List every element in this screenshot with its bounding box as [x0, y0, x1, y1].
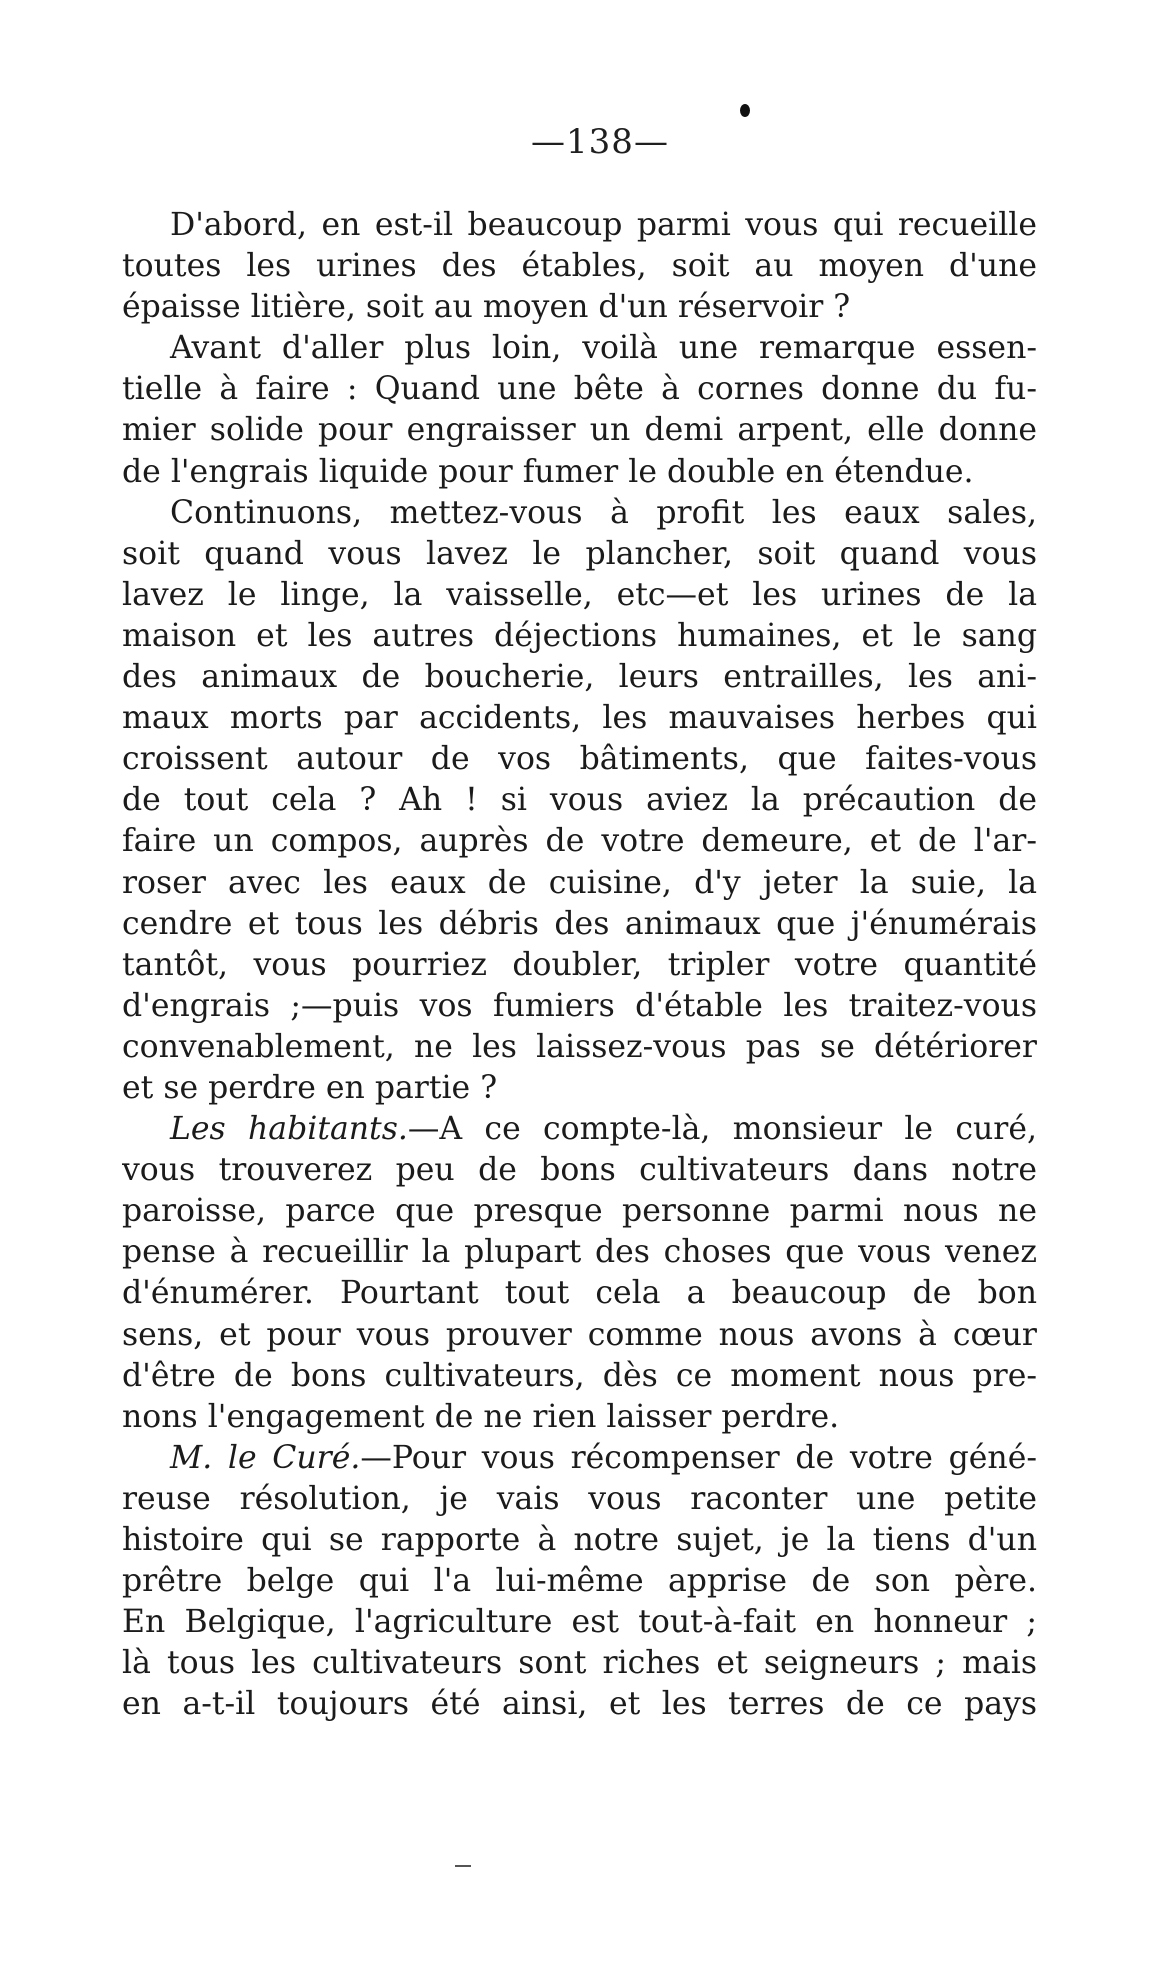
text-line: mier solide pour engraisser un demi arpent, elle donne	[122, 412, 1037, 449]
dialogue-line	[122, 1109, 1037, 1150]
text-line: et se perdre en partie ?	[122, 1069, 498, 1106]
text-line: maison et les autres déjections humaines, et le sang	[122, 617, 1037, 654]
text-line: là tous les cultivateurs sont riches et seigneurs ; mais	[122, 1645, 1037, 1682]
dialogue-line	[122, 1438, 1037, 1479]
text-line: croissent autour de vos bâtiments, que faites-vous	[122, 741, 1037, 778]
text-line: histoire qui se rapporte à notre sujet, je la tiens d'un	[122, 1522, 1037, 1558]
dialogue-text: —A ce compte-là, monsieur le curé,	[407, 1111, 1037, 1148]
text-line: d'énumérer. Pourtant tout cela a beaucoup de bon	[122, 1275, 1037, 1312]
text-line: reuse résolution, je vais vous raconter une petite	[122, 1480, 1037, 1517]
text-line: Avant d'aller plus loin, voilà une remarque essen-	[170, 330, 1037, 367]
text-line: de l'engrais liquide pour fumer le double en étendue.	[122, 453, 974, 490]
dialogue-text: —Pour vous récompenser de votre géné-	[360, 1439, 1037, 1476]
page-number: —138—	[531, 122, 669, 162]
text-line: Continuons, mettez-vous à profit les eaux sales,	[170, 494, 1037, 531]
text-line: en a-t-il toujours été ainsi, et les terres de ce pays	[122, 1686, 1037, 1723]
text-line: D'abord, en est-il beaucoup parmi vous qui recueille	[170, 207, 1037, 243]
text-line: soit quand vous lavez le plancher, soit quand vous	[122, 535, 1037, 572]
text-line: faire un compos, auprès de votre demeure, et de l'ar-	[122, 823, 1037, 860]
text-line: prêtre belge qui l'a lui-même apprise de son père.	[122, 1563, 1037, 1600]
speaker-label: Les habitants.	[170, 1111, 408, 1148]
text-line: roser avec les eaux de cuisine, d'y jeter la suie, la	[122, 864, 1037, 901]
text-line: des animaux de boucherie, leurs entrailles, les ani-	[122, 659, 1037, 696]
text-line: pense à recueillir la plupart des choses que vous venez	[122, 1234, 1037, 1271]
text-line: nons l'engagement de ne rien laisser perdre.	[122, 1398, 840, 1435]
text-line: d'engrais ;—puis vos fumiers d'étable les traitez-vous	[122, 987, 1037, 1024]
text-line: convenablement, ne les laissez-vous pas se détériorer	[122, 1028, 1037, 1065]
text-line: de tout cela ? Ah ! si vous aviez la précaution de	[122, 782, 1037, 819]
speaker-label: M. le Curé.	[170, 1439, 361, 1476]
text-line: tielle à faire : Quand une bête à cornes donne du fu-	[122, 371, 1037, 408]
text-line: tantôt, vous pourriez doubler, tripler votre quantité	[122, 946, 1037, 983]
text-line: lavez le linge, la vaisselle, etc—et les urines de la	[122, 576, 1037, 613]
text-line: d'être de bons cultivateurs, dès ce moment nous pre-	[122, 1357, 1037, 1394]
text-line: vous trouverez peu de bons cultivateurs dans notre	[122, 1152, 1037, 1189]
text-line: maux morts par accidents, les mauvaises herbes qui	[122, 700, 1037, 737]
text-line: cendre et tous les débris des animaux que j'énumérais	[122, 905, 1037, 942]
bottom-mark	[455, 1865, 471, 1867]
text-line: toutes les urines des étables, soit au moyen d'une	[122, 248, 1037, 285]
page-body	[122, 205, 1037, 1725]
text-line: épaisse litière, soit au moyen d'un réservoir ?	[122, 289, 851, 326]
text-line: sens, et pour vous prouver comme nous avons à cœur	[122, 1316, 1037, 1353]
text-line: paroisse, parce que presque personne parmi nous ne	[122, 1193, 1037, 1230]
ink-speck	[740, 104, 750, 117]
text-line: En Belgique, l'agriculture est tout-à-fait en honneur ;	[122, 1604, 1037, 1641]
